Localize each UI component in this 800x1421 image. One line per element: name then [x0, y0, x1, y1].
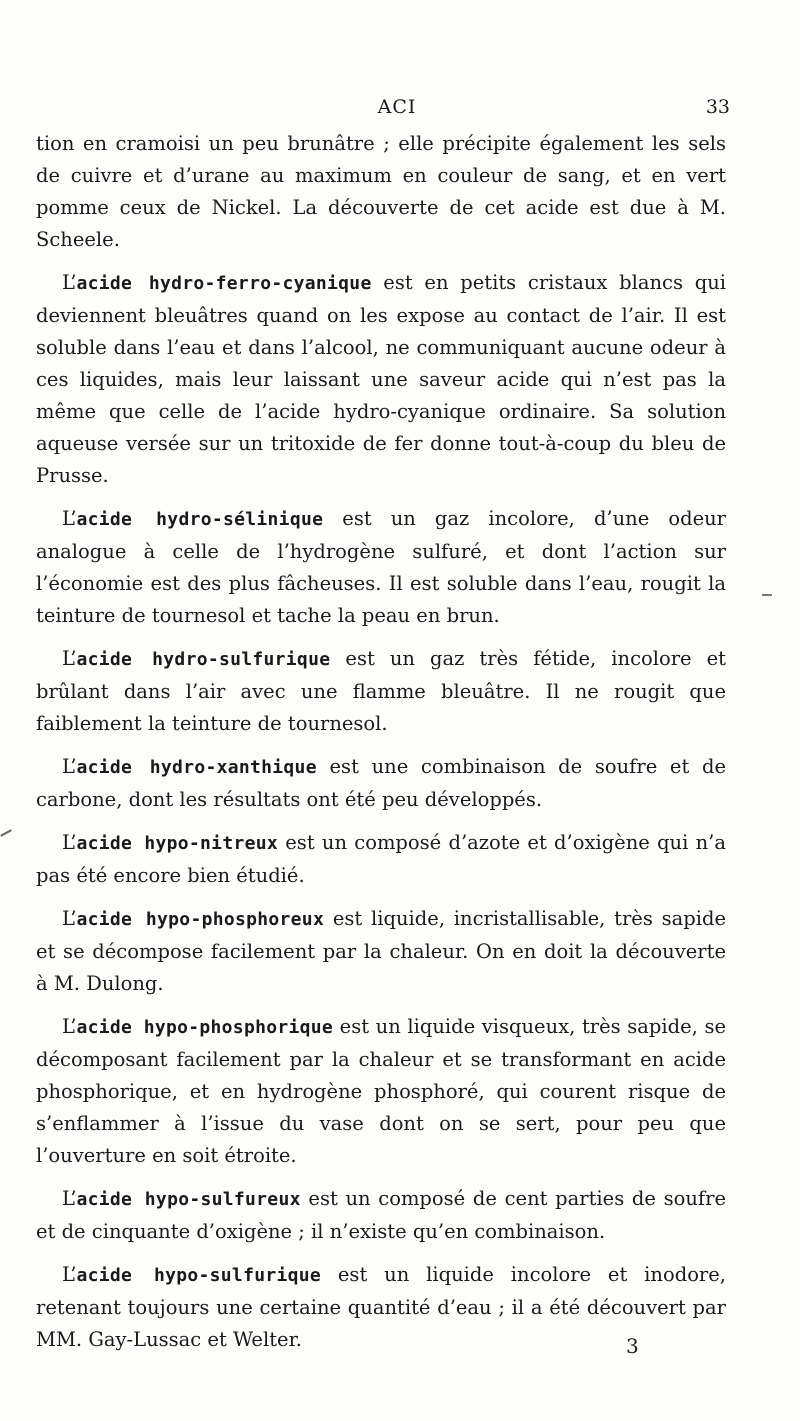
- paragraph: [36, 503, 726, 632]
- paragraph-text: est un liquide incolore et inodore, retenant toujours une certaine quantité d’eau ; il a été découvert par MM. Gay-Lussac et Welter.: [36, 1263, 726, 1351]
- entry-term: acide hypo-sulfureux: [76, 1189, 301, 1210]
- article-prefix: L’: [62, 647, 77, 670]
- page-number: 33: [705, 96, 730, 118]
- entry-term: acide hypo-sulfurique: [76, 1265, 322, 1286]
- paragraph-text: tion en cramoisi un peu brunâtre ; elle précipite également les sels de cuivre et d’urane au maximum en couleur de sang, et en vert pomme ceux de Nickel. La découverte de cet acide est due à M. Scheele.: [36, 132, 726, 251]
- margin-mark: [0, 829, 12, 836]
- article-prefix: L’: [62, 1187, 77, 1210]
- paragraph-text: est une combinaison de soufre et de carbone, dont les résultats ont été peu développés.: [36, 755, 727, 811]
- article-prefix: L’: [62, 507, 77, 530]
- paragraph: [36, 827, 726, 892]
- entry-term: acide hydro-xanthique: [76, 757, 317, 778]
- running-header: [64, 96, 730, 120]
- paragraph-text: est liquide, incristallisable, très sapide et se décompose facilement par la chaleur. On en doit la découverte à M. Dulong.: [36, 907, 726, 995]
- page-body: [36, 128, 726, 1367]
- article-prefix: L’: [62, 271, 77, 294]
- entry-term: acide hydro-sélinique: [76, 509, 324, 530]
- entry-term: acide hydro-ferro-cyanique: [76, 273, 372, 294]
- article-prefix: L’: [62, 831, 77, 854]
- entry-term: acide hypo-phosphorique: [76, 1017, 334, 1038]
- margin-mark: [762, 594, 772, 596]
- paragraph: [36, 128, 726, 256]
- paragraph: [36, 267, 726, 492]
- signature-mark: 3: [626, 1334, 639, 1358]
- entry-term: acide hydro-sulfurique: [76, 649, 331, 670]
- article-prefix: L’: [62, 1263, 77, 1286]
- paragraph: [36, 1183, 726, 1248]
- paragraph-text: est un gaz incolore, d’une odeur analogue à celle de l’hydrogène sulfuré, et dont l’action sur l’économie est des plus fâcheuses. Il est soluble dans l’eau, rougit la teinture de tournesol et tache la peau en brun.: [36, 507, 726, 627]
- paragraph-text: est un liquide visqueux, très sapide, se décomposant facilement par la chaleur et se transformant en acide phosphorique, et en hydrogène phosphoré, qui courent risque de s’enflammer à l’issue du vase dont on se sert, pour peu que l’ouverture en soit étroite.: [36, 1015, 726, 1167]
- paragraph-text: est un composé d’azote et d’oxigène qui n’a pas été encore bien étudié.: [36, 831, 726, 887]
- article-prefix: L’: [62, 755, 77, 778]
- article-prefix: L’: [62, 1015, 77, 1038]
- paragraph: [36, 751, 726, 816]
- entry-term: acide hypo-phosphoreux: [76, 909, 325, 930]
- paragraph: [36, 1011, 726, 1172]
- paragraph: [36, 903, 726, 1000]
- paragraph-text: est un composé de cent parties de soufre et de cinquante d’oxigène ; il n’existe qu’en combinaison.: [36, 1187, 726, 1243]
- header-title: ACI: [377, 96, 417, 118]
- paragraph: [36, 1259, 726, 1356]
- paragraph-text: est un gaz très fétide, incolore et brûlant dans l’air avec une flamme bleuâtre. Il ne rougit que faiblement la teinture de tournesol.: [36, 647, 727, 735]
- article-prefix: L’: [62, 907, 77, 930]
- entry-term: acide hypo-nitreux: [76, 833, 279, 854]
- paragraph-text: est en petits cristaux blancs qui deviennent bleuâtres quand on les expose au contact de l’air. Il est soluble dans l’eau et dans l’alcool, ne communiquant aucune odeur à ces liquides, mais leur laissant une saveur acide qui n’est pas la même que celle de l’acide hydro-cyanique ordinaire. Sa solution aqueuse versée sur un tritoxide de fer donne tout-à-coup du bleu de Prusse.: [36, 271, 726, 487]
- paragraph: [36, 643, 726, 740]
